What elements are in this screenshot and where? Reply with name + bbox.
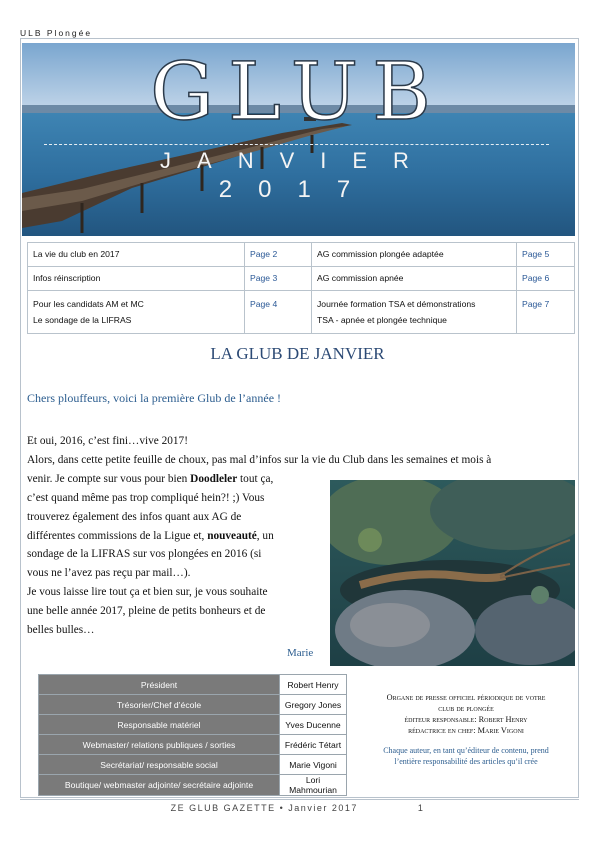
toc-entry[interactable]: AG commission apnée bbox=[312, 267, 517, 291]
staff-name: Frédéric Tétart bbox=[280, 735, 347, 755]
masthead-month: JANVIER bbox=[160, 148, 435, 173]
staff-role: Boutique/ webmaster adjointe/ secrétaire adjointe bbox=[39, 775, 280, 796]
staff-row bbox=[39, 695, 347, 715]
toc-page[interactable]: Page 6 bbox=[517, 267, 575, 291]
toc-page[interactable]: Page 3 bbox=[245, 267, 312, 291]
staff-name: Lori Mahmourian bbox=[280, 775, 347, 796]
article-line: Alors, dans cette petite feuille de choux, pas mal d’infos sur la vie du Club dans les semaines et mois à bbox=[27, 453, 492, 466]
toc-page[interactable]: Page 4 bbox=[245, 291, 312, 334]
staff-name: Gregory Jones bbox=[280, 695, 347, 715]
organization-header: ULB Plongée bbox=[20, 28, 93, 38]
staff-name: Yves Ducenne bbox=[280, 715, 347, 735]
article-line: Et oui, 2016, c’est fini…vive 2017! bbox=[27, 435, 188, 447]
toc-row bbox=[28, 291, 575, 334]
toc-entry[interactable]: Journée formation TSA et démonstrations TSA - apnée et plongée technique bbox=[312, 291, 517, 334]
article-line: c’est quand même pas trop compliqué hein?! ;) Vous bbox=[27, 491, 265, 504]
staff-row bbox=[39, 675, 347, 695]
masthead-year: 2017 bbox=[218, 176, 377, 203]
toc-entry[interactable]: AG commission plongée adaptée bbox=[312, 243, 517, 267]
lobster-photo bbox=[330, 480, 575, 666]
staff-row bbox=[39, 715, 347, 735]
article-intro: Chers plouffeurs, voici la première Glub de l’année ! bbox=[27, 391, 282, 405]
author-disclaimer: Chaque auteur, en tant qu’éditeur de contenu, prend l’entière responsabilité des articles qu’il crée bbox=[383, 746, 549, 766]
toc-row bbox=[28, 267, 575, 291]
staff-role: Responsable matériel bbox=[39, 715, 280, 735]
staff-name: Robert Henry bbox=[280, 675, 347, 695]
article-line: une belle année 2017, pleine de petits bonheurs et de bbox=[27, 605, 266, 618]
article-line: trouverez également des infos quant aux AG de bbox=[27, 510, 242, 523]
toc-entry[interactable]: Pour les candidats AM et MC Le sondage de la LIFRAS bbox=[28, 291, 245, 334]
article-line: différentes commissions de la Ligue et, nouveauté, un bbox=[27, 529, 274, 542]
toc-page[interactable]: Page 7 bbox=[517, 291, 575, 334]
publication-imprint: Organe de presse officiel périodique de votre club de plongée éditeur responsable: Robert Henry rédactrice en chef: Marie Vigoni bbox=[386, 693, 546, 735]
article-signature: Marie bbox=[287, 647, 314, 659]
toc-page[interactable]: Page 2 bbox=[245, 243, 312, 267]
staff-role: Trésorier/Chef d’école bbox=[39, 695, 280, 715]
toc-page[interactable]: Page 5 bbox=[517, 243, 575, 267]
footer-divider bbox=[20, 799, 579, 800]
staff-table bbox=[38, 674, 347, 796]
staff-row bbox=[39, 735, 347, 755]
staff-name: Marie Vigoni bbox=[280, 755, 347, 775]
toc-entry[interactable]: La vie du club en 2017 bbox=[28, 243, 245, 267]
staff-role: Président bbox=[39, 675, 280, 695]
article-line: belles bulles… bbox=[27, 624, 95, 637]
toc-row bbox=[28, 243, 575, 267]
staff-role: Secrétariat/ responsable social bbox=[39, 755, 280, 775]
page-footer bbox=[0, 803, 595, 813]
staff-row bbox=[39, 775, 347, 796]
footer-title: ZE GLUB GAZETTE • Janvier 2017 bbox=[170, 803, 358, 813]
article-headline: LA GLUB DE JANVIER bbox=[210, 344, 385, 363]
masthead-title: GLUB bbox=[150, 45, 445, 138]
article-line: sondage de la LIFRAS sur vos plongées en 2016 (si bbox=[27, 548, 262, 561]
article-line: Je vous laisse lire tout ça et bien sur, je vous souhaite bbox=[27, 586, 268, 599]
article-line: venir. Je compte sur vous pour bien Doodleler tout ça, bbox=[27, 472, 274, 485]
masthead-divider bbox=[44, 144, 549, 145]
toc-entry[interactable]: Infos réinscription bbox=[28, 267, 245, 291]
staff-row bbox=[39, 755, 347, 775]
staff-role: Webmaster/ relations publiques / sorties bbox=[39, 735, 280, 755]
table-of-contents bbox=[27, 242, 575, 334]
page-number: 1 bbox=[417, 803, 425, 813]
article-line: vous ne l’avez pas reçu par mail…). bbox=[27, 567, 191, 580]
